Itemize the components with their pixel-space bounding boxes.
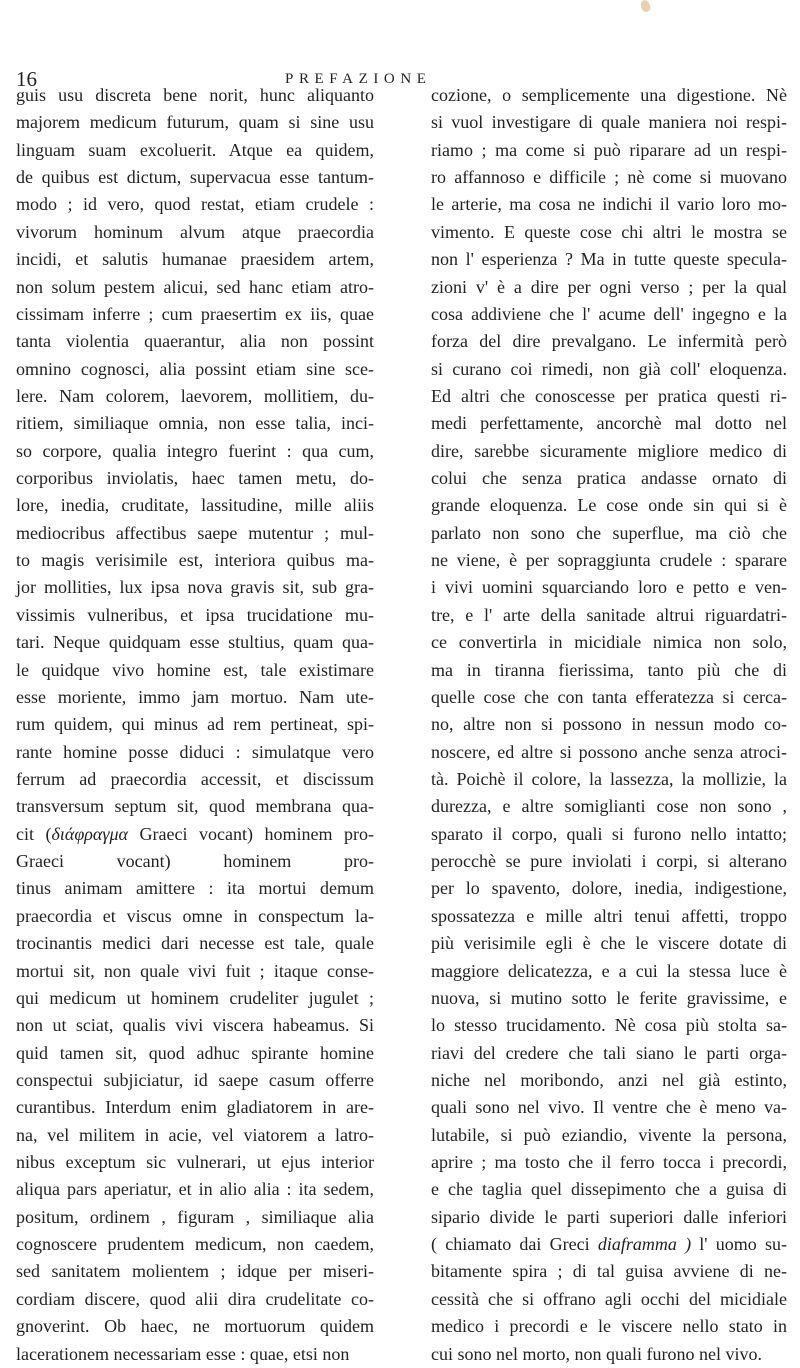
text-line: mediocribus affectibus saepe mutentur ; mul- bbox=[16, 522, 374, 543]
line-suffix: l' uomo su- bbox=[691, 1234, 788, 1255]
text-line: dire, sarebbe sicuramente migliore medico di bbox=[431, 440, 787, 461]
text-line: sipario divide le parti superiori dalle inferiori bbox=[431, 1206, 787, 1227]
text-line: cozione, o semplicemente una digestione. Nè bbox=[431, 85, 787, 105]
text-line: medi perfettamente, ancorchè mal dotto nel bbox=[431, 413, 787, 434]
text-line: tinus animam amittere : ita mortui demum bbox=[16, 878, 374, 899]
text-line: qui medicum ut hominem crudeliter jugulet ; bbox=[16, 987, 374, 1008]
text-line: de quibus est dictum, supervacua esse tantum- bbox=[16, 167, 374, 188]
line-prefix: cit ( bbox=[16, 823, 52, 844]
line-prefix: ( chiamato dai Greci bbox=[431, 1234, 598, 1255]
text-line: modo ; id vero, quod restat, etiam crudele : bbox=[16, 194, 374, 215]
text-line: lo stesso trucidamento. Nè cosa più stolta sa- bbox=[431, 1015, 787, 1036]
text-line: cissimam inferre ; cum praesertim ex iis, quae bbox=[16, 303, 374, 324]
text-line: rum quidem, qui minus ad rem pertineat, spi- bbox=[16, 714, 374, 735]
text-line: cosa addiviene che l' acume dell' ingegno e la bbox=[431, 303, 787, 324]
right-column-italian bbox=[431, 82, 787, 1368]
text-line: tà. Poichè il colore, la lassezza, la mollizie, la bbox=[431, 768, 787, 789]
text-line: riavi del credere che tali siano le parti orga- bbox=[431, 1042, 787, 1063]
italic-term: diaframma ) bbox=[597, 1234, 692, 1255]
text-line: jor mollities, lux ipsa nova gravis sit, sub gra- bbox=[16, 577, 374, 598]
text-line: lere. Nam colorem, laevorem, mollitiem, du- bbox=[16, 385, 374, 406]
text-line: esse moriente, immo jam mortuo. Nam ute- bbox=[16, 686, 374, 707]
text-line: riamo ; ma come si può riparare ad un respi- bbox=[431, 139, 787, 160]
text-line: sparato il corpo, quali si furono nello intatto; bbox=[431, 823, 787, 844]
text-line: quali sono nel vivo. Il ventre che è meno va- bbox=[431, 1097, 787, 1118]
text-line: positum, ordinem , figuram , similiaque alia bbox=[16, 1206, 374, 1227]
text-line: vimento. E queste cose chi altri le mostra se bbox=[431, 221, 787, 242]
text-line: lore, inedia, cruditate, lassitudine, mille aliis bbox=[16, 495, 374, 516]
text-line: si curano coi rimedi, non già coll' eloquenza. bbox=[431, 358, 787, 379]
text-line: non solum pestem alicui, sed hanc etiam atro- bbox=[16, 276, 374, 297]
text-line: ritiem, similiaque omnia, non esse talia, inci- bbox=[16, 413, 374, 434]
text-line: e che taglia quel dissepimento che a guisa di bbox=[431, 1179, 787, 1200]
text-line: le arterie, ma cosa ne indichi il vario loro mo- bbox=[431, 194, 787, 215]
text-line: tre, e l' arte della sanitade altrui riguardatri- bbox=[431, 604, 787, 625]
text-line bbox=[431, 1231, 787, 1258]
text-line: incidi, et salutis humanae praesidem artem, bbox=[16, 249, 374, 270]
text-line: forza del dire prevalgano. Le infermità però bbox=[431, 331, 787, 352]
text-line: quid tamen sit, quod adhuc spirante homine bbox=[16, 1042, 374, 1063]
text-line: nibus exceptum sic vulnerari, ut ejus interior bbox=[16, 1152, 374, 1173]
text-line: colui che senza pratica andasse ornato di bbox=[431, 468, 787, 489]
text-line: non ut sciat, qualis vivi viscera habeamus. Si bbox=[16, 1015, 374, 1036]
text-line: sed sanitatem molientem ; idque per miseri- bbox=[16, 1261, 374, 1282]
left-column-latin bbox=[16, 82, 374, 1368]
text-line: gnoverint. Ob haec, ne mortuorum quidem bbox=[16, 1316, 374, 1337]
text-line: Graeci vocant) hominem pro- bbox=[16, 851, 374, 872]
text-line: durezza, e altre somiglianti cose non sono , bbox=[431, 796, 787, 817]
text-line: tari. Neque quidquam esse stultius, quam qua- bbox=[16, 632, 374, 653]
text-line: rante homine posse diduci : simulatque vero bbox=[16, 741, 374, 762]
text-line: grande eloquenza. Le cose onde sin qui si è bbox=[431, 495, 787, 516]
text-line: guis usu discreta bene norit, hunc aliquanto bbox=[16, 85, 374, 105]
text-line: bitamente spira ; di tal guisa avviene di ne- bbox=[431, 1261, 787, 1282]
text-line: praecordia et viscus omne in conspectum la- bbox=[16, 905, 374, 926]
text-line: aprire ; ma tosto che il ferro tocca i precordi, bbox=[431, 1152, 787, 1173]
text-line bbox=[16, 821, 374, 848]
text-line: medico i precordi e le viscere nello stato in bbox=[431, 1316, 787, 1337]
text-line: cognoscere prudentem medicum, non caedem, bbox=[16, 1234, 374, 1255]
text-line: per lo spavento, dolore, inedia, indigestione, bbox=[431, 878, 787, 899]
text-line: non l' esperienza ? Ma in tutte queste specula- bbox=[431, 249, 787, 270]
text-line: transversum septum sit, quod membrana qua- bbox=[16, 796, 374, 817]
text-line: omnino cognosci, alia possint etiam sine sce- bbox=[16, 358, 374, 379]
text-line: cessità che si offrano agli occhi del micidiale bbox=[431, 1288, 787, 1309]
text-line: no, altre non si possono in nessun modo co- bbox=[431, 714, 787, 735]
text-line: i vivi uomini squarciando loro e petto e ven- bbox=[431, 577, 787, 598]
greek-term: διάφραγμα bbox=[51, 823, 128, 844]
text-line: Ed altri che conoscesse per pratica questi ri- bbox=[431, 385, 787, 406]
text-line: si vuol investigare di quale maniera noi respi- bbox=[431, 112, 787, 133]
text-line: mortui sit, non quale vivi fuit ; itaque conse- bbox=[16, 960, 374, 981]
text-line: zioni v' è a dire per ogni verso ; per la qual bbox=[431, 276, 787, 297]
text-line: maggiore delicatezza, e a cui la stessa luce è bbox=[431, 960, 787, 981]
text-line: vivorum hominum alvum atque praecordia bbox=[16, 221, 374, 242]
text-line: so corpore, qualia integro fuerint : qua cum, bbox=[16, 440, 374, 461]
page-number: 16 bbox=[16, 67, 37, 91]
text-line: perocchè se pure inviolati i corpi, si alterano bbox=[431, 851, 787, 872]
text-line: aliqua pars aperiatur, et in alio alia : ita sedem, bbox=[16, 1179, 374, 1200]
text-line: cordiam discere, quod alii dira crudelitate co- bbox=[16, 1288, 374, 1309]
text-line: to magis verisimile est, interiora quibus ma- bbox=[16, 550, 374, 571]
text-line: conspectui subjiciatur, id saepe casum offerre bbox=[16, 1069, 374, 1090]
text-line: noscere, ed altre si possono anche senza atroci- bbox=[431, 741, 787, 762]
text-line: ferrum ad praecordia accessit, et discissum bbox=[16, 768, 374, 789]
text-line: ce convertirla in micidiale nimica non solo, bbox=[431, 632, 787, 653]
text-line: linguam suam excoluerit. Atque ea quidem, bbox=[16, 139, 374, 160]
text-line: lacerationem necessariam esse : quae, etsi non bbox=[16, 1343, 350, 1364]
text-line: trocinantis medici dari necesse est tale, quale bbox=[16, 933, 374, 954]
running-head: PREFAZIONE bbox=[285, 71, 432, 87]
text-line: le quidque vivo homine est, tale existimare bbox=[16, 659, 374, 680]
text-line: ro affannoso e difficile ; nè come si muovano bbox=[431, 167, 787, 188]
text-line: tanta violentia quaerantur, alia non possint bbox=[16, 331, 374, 352]
text-line: spossatezza e mille altri tenui affetti, troppo bbox=[431, 905, 787, 926]
text-line: vissimis vulneribus, et ipsa trucidatione mu- bbox=[16, 604, 374, 625]
text-line: niche nel moribondo, anzi nel già estinto, bbox=[431, 1069, 787, 1090]
text-line: majorem medicum futurum, quam si sine usu bbox=[16, 112, 374, 133]
text-line: parlato non sono che superflue, ma ciò che bbox=[431, 522, 787, 543]
paper-stain bbox=[639, 0, 652, 13]
text-line: na, vel militem in acie, vel viatorem a latro- bbox=[16, 1124, 374, 1145]
text-line: ne viene, è per sopraggiunta crudele : sparare bbox=[431, 550, 787, 571]
text-line: ma in tiranna fierissima, tanto più che di bbox=[431, 659, 787, 680]
text-line: curantibus. Interdum enim gladiatorem in are- bbox=[16, 1097, 374, 1118]
text-line: lutabile, si può eziandio, vivente la persona, bbox=[431, 1124, 787, 1145]
text-line: quelle cose che con tanta efferatezza si cerca- bbox=[431, 686, 787, 707]
text-line: più verisimile egli è che le viscere dotate di bbox=[431, 933, 787, 954]
line-suffix: Graeci vocant) hominem pro- bbox=[127, 823, 374, 844]
text-line: cui sono nel morto, non quali furono nel vivo. bbox=[431, 1343, 762, 1364]
text-line: corporibus inviolatis, haec tamen metu, do- bbox=[16, 468, 374, 489]
text-line: nuova, si mutino sotto le ferite gravissime, e bbox=[431, 987, 787, 1008]
